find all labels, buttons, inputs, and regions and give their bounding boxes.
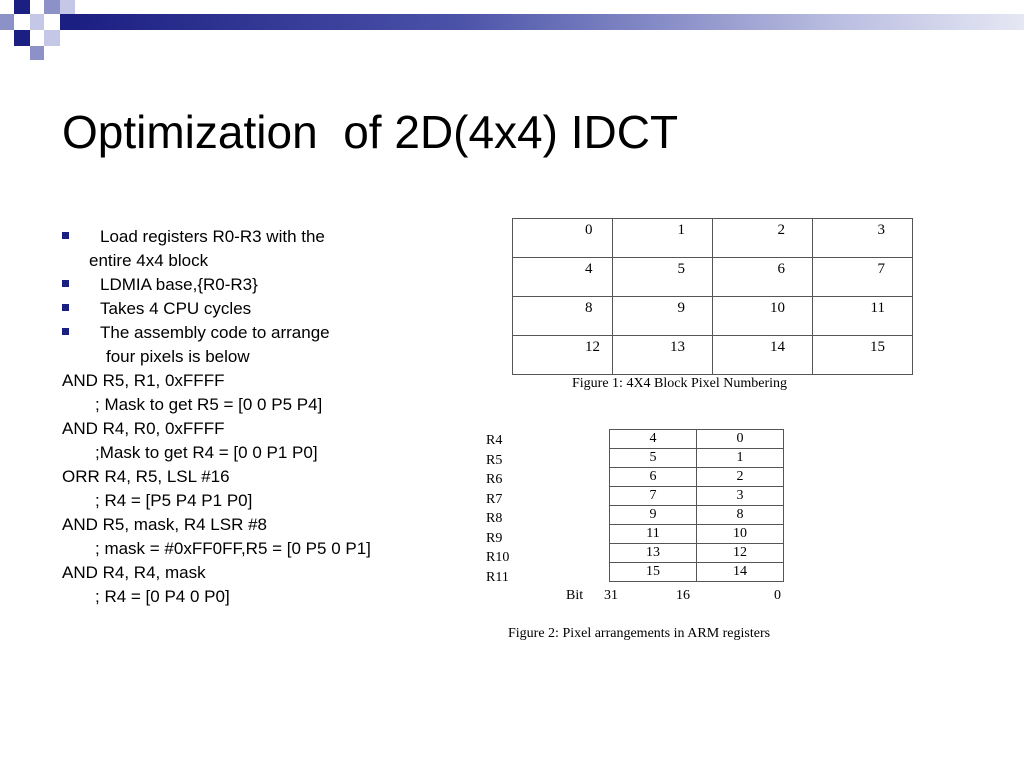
pixel-number: 14 [770,339,785,355]
grid-cell [813,219,913,258]
deco-square [44,0,60,14]
register-label: R6 [486,472,503,487]
pixel-number: 4 [585,261,593,277]
low-half-cell: 3 [697,487,784,506]
bullet-square-icon [62,232,69,239]
pixel-number: 15 [870,339,885,355]
deco-square [14,0,30,14]
code-comment [62,393,482,417]
code-line [62,417,482,441]
register-row [610,544,784,563]
line-text: Takes 4 CPU cycles [100,299,252,318]
bullet-square-icon [62,328,69,335]
high-half-cell: 5 [610,449,697,468]
grid-cell [613,336,713,375]
bullet-continuation [62,249,482,273]
bit-axis [566,588,786,606]
pixel-number: 7 [877,261,885,277]
high-half-cell: 7 [610,487,697,506]
bit-tick: 16 [676,588,690,603]
code-line [62,513,482,537]
pixel-number: 9 [677,300,685,316]
deco-square [0,14,14,30]
high-half-cell: 9 [610,506,697,525]
register-labels [486,431,509,587]
register-label: R9 [486,530,503,546]
slide-title: Optimization of 2D(4x4) IDCT [62,106,679,158]
low-half-cell: 2 [697,468,784,487]
deco-square [30,46,44,60]
code-line [62,369,482,393]
bullet-square-icon [62,304,69,311]
pixel-number: 10 [770,300,785,316]
grid-cell [513,297,613,336]
low-half-cell: 12 [697,544,784,563]
high-half-cell: 11 [610,525,697,544]
line-text: AND R4, R4, mask [62,563,206,582]
pixel-number: 5 [677,261,685,277]
line-text: ; R4 = [0 P4 0 P0] [95,587,230,606]
code-comment [62,441,482,465]
bullet-item [62,273,482,297]
grid-cell [513,336,613,375]
pixel-number: 3 [877,222,885,238]
grid-row [513,297,913,336]
register-label: R4 [486,433,503,448]
grid-cell [813,336,913,375]
low-half-cell: 1 [697,449,784,468]
register-row [610,525,784,544]
low-half-cell: 14 [697,563,784,582]
register-label: R7 [486,491,503,507]
register-label: R5 [486,452,503,468]
figure1-caption: Figure 1: 4X4 Block Pixel Numbering [572,376,788,391]
line-text: AND R4, R0, 0xFFFF [62,419,225,438]
register-row [610,487,784,506]
high-half-cell: 13 [610,544,697,563]
bit-tick: 31 [604,588,618,603]
bit-label: Bit [566,588,584,603]
deco-square [60,14,75,30]
register-label: R11 [486,569,509,585]
grid-cell [513,258,613,297]
line-text: ;Mask to get R4 = [0 0 P1 P0] [95,443,318,462]
deco-square [44,30,60,46]
register-row [610,430,784,449]
low-half-cell: 10 [697,525,784,544]
deco-square [14,30,30,46]
grid-cell [713,219,813,258]
pixel-number: 13 [670,339,685,355]
grid-row [513,336,913,375]
code-comment [62,489,482,513]
code-comment [62,585,482,609]
line-text: four pixels is below [106,347,250,366]
grid-cell [813,258,913,297]
code-line [62,465,482,489]
grid-row [513,258,913,297]
pixel-number: 12 [585,339,600,355]
line-text: AND R5, mask, R4 LSR #8 [62,515,268,534]
high-half-cell: 15 [610,563,697,582]
high-half-cell: 4 [610,430,697,449]
bullet-item [62,225,482,249]
deco-square [30,14,44,30]
line-text: ; mask = #0xFF0FF,R5 = [0 P5 0 P1] [95,539,371,558]
figure2-caption: Figure 2: Pixel arrangements in ARM registers [508,626,771,641]
grid-cell [713,297,813,336]
pixel-number: 1 [677,222,685,238]
header-decoration [0,0,1024,70]
grid-cell [613,258,713,297]
register-row [610,506,784,525]
low-half-cell: 8 [697,506,784,525]
line-text: ; R4 = [P5 P4 P1 P0] [95,491,253,510]
bullet-item [62,297,482,321]
line-text: ORR R4, R5, LSL #16 [62,467,230,486]
line-text: entire 4x4 block [89,251,209,270]
pixel-number: 6 [777,261,785,277]
grid-cell [513,219,613,258]
register-row [610,449,784,468]
line-text: AND R5, R1, 0xFFFF [62,371,225,390]
line-text: ; Mask to get R5 = [0 0 P5 P4] [95,395,323,414]
header-band [75,14,1024,30]
slide-body [62,225,482,609]
register-arrangement-table [609,429,784,582]
bullet-continuation [62,345,482,369]
grid-cell [713,258,813,297]
grid-cell [713,336,813,375]
code-comment [62,537,482,561]
pixel-numbering-grid [512,218,913,375]
low-half-cell: 0 [697,430,784,449]
grid-cell [613,219,713,258]
code-line [62,561,482,585]
line-text: Load registers R0-R3 with the [100,227,325,246]
bullet-item [62,321,482,345]
bit-tick: 0 [774,588,781,603]
deco-square [60,0,75,14]
register-label: R8 [486,511,503,526]
register-label: R10 [486,550,510,565]
pixel-number: 8 [585,300,593,316]
grid-cell [813,297,913,336]
grid-row [513,219,913,258]
register-row [610,563,784,582]
grid-cell [613,297,713,336]
register-row [610,468,784,487]
line-text: The assembly code to arrange [100,323,330,342]
bullet-square-icon [62,280,69,287]
high-half-cell: 6 [610,468,697,487]
pixel-number: 11 [870,300,885,316]
pixel-number: 2 [777,222,785,238]
line-text: LDMIA base,{R0-R3} [100,275,258,294]
pixel-number: 0 [585,222,593,238]
